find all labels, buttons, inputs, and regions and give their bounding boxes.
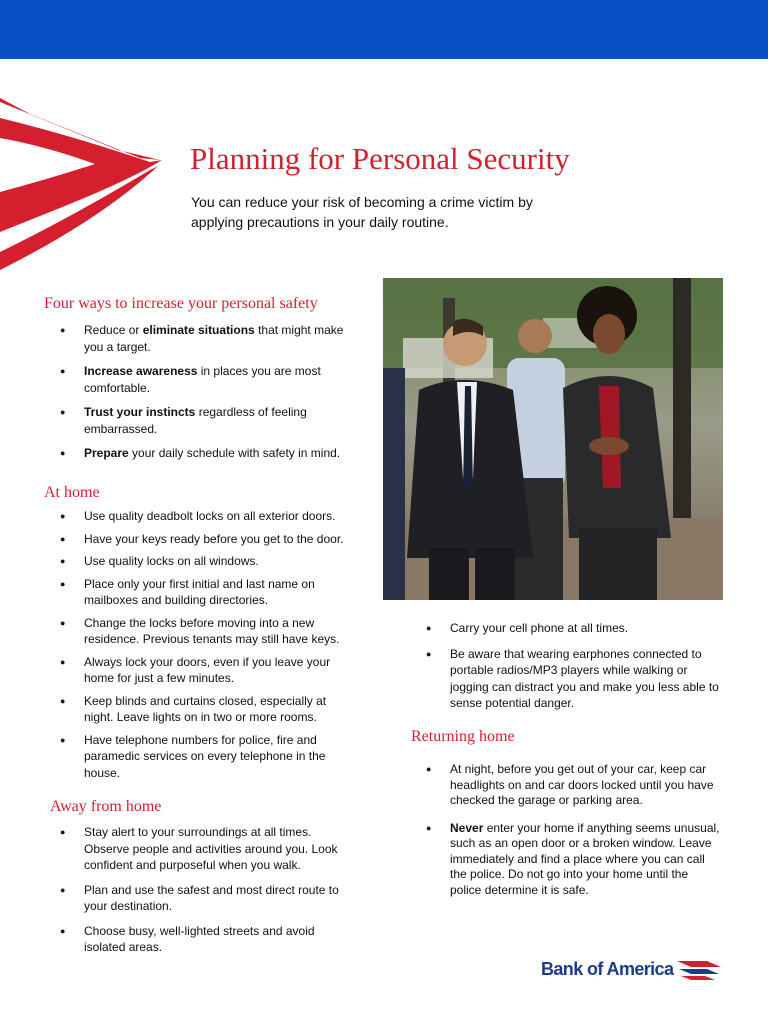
returning-list <box>410 762 720 898</box>
bank-of-america-logo <box>541 956 723 982</box>
list-item: ● Never enter your home if anything seems unusual, such as an open door or a broken window. Leave immediately and find a place where you can call the police. Do not go into your home until the police determine it is safe. <box>410 821 720 899</box>
list-item: ● Be aware that wearing earphones connected to portable radios/MP3 players while walking or jogging can distract you and make you less able to sense potential danger. <box>410 646 720 712</box>
list-item: ● Plan and use the safest and most direct route to your destination. <box>44 882 349 915</box>
people-walking-photo <box>383 278 723 600</box>
list-item: ● Trust your instincts regardless of feeling embarrassed. <box>44 404 349 437</box>
section-heading-away: Away from home <box>50 798 162 815</box>
list-item: ● Use quality locks on all windows. <box>44 553 349 570</box>
brand-name: Bank of America <box>541 958 674 979</box>
at-home-list <box>44 508 349 781</box>
section-heading-returning: Returning home <box>411 728 515 745</box>
list-item: ● Have your keys ready before you get to the door. <box>44 531 349 548</box>
list-item: ● Choose busy, well-lighted streets and avoid isolated areas. <box>44 923 349 956</box>
list-item: ● Reduce or eliminate situations that might make you a target. <box>44 322 349 355</box>
list-item: ● Have telephone numbers for police, fire and paramedic services on every telephone in the house. <box>44 732 349 782</box>
list-item: ● Carry your cell phone at all times. <box>410 620 720 637</box>
list-item: ● Increase awareness in places you are most comfortable. <box>44 363 349 396</box>
intro-text: You can reduce your risk of becoming a crime victim by applying precautions in your daily routine. <box>191 194 533 230</box>
list-item: ● Stay alert to your surroundings at all times. Observe people and activities around you. Look confident and purposeful when you walk. <box>44 824 349 874</box>
list-item: ● Change the locks before moving into a new residence. Previous tenants may still have keys. <box>44 615 349 648</box>
section-heading-at-home: At home <box>44 484 100 501</box>
flag-logo-graphic <box>0 80 170 270</box>
list-item: ● At night, before you get out of your car, keep car headlights on and car doors locked until you have checked the garage or parking area. <box>410 762 720 809</box>
away-list <box>44 824 349 956</box>
four-ways-list <box>44 322 349 462</box>
page-title: Planning for Personal Security <box>190 141 570 176</box>
list-item: ● Use quality deadbolt locks on all exterior doors. <box>44 508 349 525</box>
list-item: ● Keep blinds and curtains closed, especially at night. Leave lights on in two or more rooms. <box>44 693 349 726</box>
list-item: ● Place only your first initial and last name on mailboxes and building directories. <box>44 576 349 609</box>
top-banner <box>0 0 768 59</box>
list-item: ● Always lock your doors, even if you leave your home for just a few minutes. <box>44 654 349 687</box>
list-item: ● Prepare your daily schedule with safety in mind. <box>44 445 349 462</box>
flag-icon <box>677 957 723 981</box>
section-heading-four-ways: Four ways to increase your personal safety <box>44 295 318 312</box>
right-top-list <box>410 620 720 712</box>
